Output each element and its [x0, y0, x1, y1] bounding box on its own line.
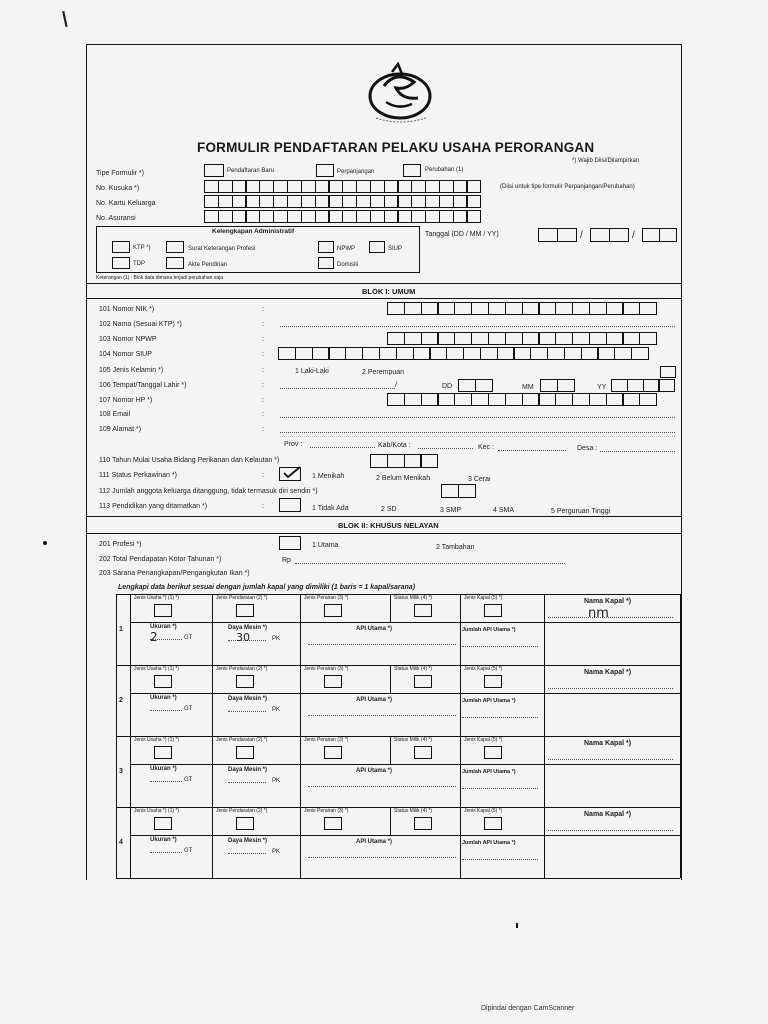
marital-option-2: 2 Belum Menikah	[376, 475, 431, 482]
table-col-divider	[390, 594, 391, 622]
tipe-perpanjangan-checkbox[interactable]	[316, 164, 334, 177]
anggota-keluarga-cells[interactable]	[441, 484, 475, 498]
marital-option-3: 3 Cerai	[468, 476, 491, 483]
corner-handwritten-mark: I	[59, 7, 72, 34]
col-header-jenis-pendaratan: Jenis Pendaratan (2) *)	[216, 808, 268, 814]
edu-option-4: 4 SMA	[493, 507, 515, 514]
r101-colon: :	[262, 306, 264, 313]
table-col-divider	[544, 594, 545, 622]
yy-label: YY	[597, 384, 607, 391]
api-utama-field[interactable]	[308, 786, 456, 787]
tipe-perubahan-label: Perubahan (1)	[425, 167, 464, 173]
table-lower-divider	[300, 693, 301, 736]
kusuka-note: (Diisi untuk tipe formulir Perpanjangan/Perubahan)	[500, 184, 635, 190]
r113-label: 113 Pendidikan yang ditamatkan *)	[99, 503, 208, 510]
gt-unit: GT	[184, 635, 193, 641]
domisili-checkbox[interactable]	[318, 257, 334, 269]
r201-label: 201 Profesi *)	[99, 541, 142, 548]
kec-field[interactable]	[498, 450, 566, 451]
r108-colon: :	[262, 411, 264, 418]
tipe-formulir-label: Tipe Formulir *)	[96, 170, 144, 177]
api-utama-label: API Utama *)	[356, 839, 393, 845]
daya-mesin-label: Daya Mesin *)	[228, 767, 268, 773]
pk-unit: PK	[272, 707, 281, 713]
tempat-lahir-field[interactable]	[280, 388, 395, 389]
r107-colon: :	[262, 397, 264, 404]
table-col-divider	[544, 736, 545, 764]
daya-handwritten: 30	[236, 631, 250, 644]
col-header-jenis-kapal: Jenis Kapal (5) *)	[464, 737, 503, 743]
table-row-number: 3	[119, 768, 123, 775]
table-lower-divider	[300, 764, 301, 807]
tanggal-dd-cells[interactable]	[538, 228, 576, 242]
r110-label: 110 Tahun Mulai Usaha Bidang Perikanan dan Kelautan *)	[99, 457, 280, 464]
table-col-divider	[544, 665, 545, 693]
table-lower-divider	[300, 835, 301, 878]
camscanner-footer: Dipindai dengan CamScanner	[481, 1005, 575, 1012]
tipe-perpanjangan-label: Perpanjangan	[337, 169, 375, 175]
required-note: *) Wajib Diisi/Dilampirkan	[572, 158, 640, 164]
nama-kapal-field[interactable]	[548, 830, 673, 831]
alamat-field-1[interactable]	[280, 432, 675, 433]
edu-option-5: 5 Perguruan Tinggi	[551, 508, 611, 515]
table-right-border	[680, 594, 681, 878]
col-header-jenis-usaha: Jenis Usaha *) (1) *)	[134, 595, 180, 601]
r112-label: 112 Jumlah anggota keluarga ditanggung, tidak termasuk diri sendiri *)	[99, 488, 318, 495]
page-left-border	[86, 44, 87, 880]
api-utama-field[interactable]	[308, 857, 456, 858]
nama-kapal-field[interactable]	[548, 688, 673, 689]
no-kusuka-label: No. Kusuka *)	[96, 185, 140, 192]
blok2-bottom-line	[86, 533, 682, 534]
table-col-divider	[300, 736, 301, 764]
api-utama-label: API Utama *)	[356, 626, 393, 632]
col-jenis-perairan-checkbox[interactable]	[324, 746, 342, 759]
daya-mesin-field[interactable]	[228, 782, 266, 783]
col-jenis-usaha-checkbox[interactable]	[154, 746, 172, 759]
no-asuransi-cells[interactable]	[204, 210, 480, 223]
kelengkapan-title: Kelengkapan Administratif	[212, 228, 295, 235]
jumlah-api-label: Jumlah API Utama *)	[462, 698, 516, 704]
col-header-jenis-perairan: Jenis Perairan (3) *)	[304, 808, 349, 814]
ukuran-field[interactable]	[150, 852, 182, 853]
tanggal-label: Tanggal (DD / MM / YY)	[425, 231, 499, 238]
r104-label: 104 Nomor SIUP	[99, 351, 152, 358]
ukuran-label: Ukuran *)	[150, 766, 177, 772]
col-header-nama-kapal: Nama Kapal *)	[584, 598, 632, 605]
table-lower-divider	[544, 835, 545, 878]
gt-unit: GT	[184, 777, 193, 783]
akte-label: Akte Pendirian	[188, 262, 228, 268]
blok1-top-line	[86, 283, 682, 284]
col-header-nama-kapal: Nama Kapal *)	[584, 811, 632, 818]
tipe-baru-checkbox[interactable]	[204, 164, 224, 177]
jumlah-api-field[interactable]	[462, 646, 538, 647]
tipe-baru-label: Pendaftaran Baru	[227, 168, 275, 174]
tdp-label: TDP	[133, 261, 145, 267]
table-col-divider	[390, 807, 391, 835]
jumlah-api-label: Jumlah API Utama *)	[462, 840, 516, 846]
dd-label: DD	[442, 383, 453, 390]
table-col-divider	[460, 665, 461, 693]
vessel-instruction: Lengkapi data berikut sesuai dengan jumlah kapal yang dimiliki (1 baris = 1 kapal/sarana)	[118, 584, 416, 591]
kab-label: Kab/Kota :	[378, 442, 411, 449]
col-header-jenis-usaha: Jenis Usaha *) (1) *)	[134, 737, 180, 743]
tdp-checkbox[interactable]	[112, 257, 130, 269]
col-status-milik-checkbox[interactable]	[414, 604, 432, 617]
ukuran-field[interactable]	[150, 710, 182, 711]
table-col-divider	[212, 594, 213, 622]
table-col-divider	[300, 594, 301, 622]
col-jenis-pendaratan-checkbox[interactable]	[236, 817, 254, 830]
skp-checkbox[interactable]	[166, 241, 184, 253]
siup-cells[interactable]	[278, 347, 648, 360]
prov-field[interactable]	[310, 447, 375, 448]
npwp-cells[interactable]	[387, 332, 656, 345]
col-status-milik-checkbox[interactable]	[414, 746, 432, 759]
page-top-border	[86, 44, 682, 45]
no-kk-label: No. Kartu Keluarga	[96, 200, 156, 207]
r111-colon: :	[262, 472, 264, 479]
table-row-number: 2	[119, 697, 123, 704]
col-jenis-perairan-checkbox[interactable]	[324, 817, 342, 830]
r106-label: 106 Tempat/Tanggal Lahir *)	[99, 382, 187, 389]
r103-label: 103 Nomor NPWP	[99, 336, 157, 343]
lahir-yy-cells[interactable]	[611, 379, 674, 392]
daya-mesin-label: Daya Mesin *)	[228, 696, 268, 702]
col-jenis-kapal-checkbox[interactable]	[484, 604, 502, 617]
edu-option-2: 2 SD	[381, 506, 397, 513]
table-col-divider	[300, 807, 301, 835]
kec-label: Kec :	[478, 444, 494, 451]
table-col-divider	[460, 807, 461, 835]
email-field[interactable]	[280, 417, 675, 418]
desa-label: Desa :	[577, 445, 598, 452]
table-col-divider	[300, 665, 301, 693]
no-asuransi-label: No. Asuransi	[96, 215, 136, 222]
api-utama-label: API Utama *)	[356, 697, 393, 703]
col-jenis-kapal-checkbox[interactable]	[484, 817, 502, 830]
profesi-option-2: 2 Tambahan	[436, 544, 475, 551]
col-header-jenis-kapal: Jenis Kapal (5) *)	[464, 595, 503, 601]
tipe-perubahan-checkbox[interactable]	[403, 164, 421, 177]
vessel-table	[116, 594, 680, 878]
pk-unit: PK	[272, 636, 281, 642]
prov-label: Prov :	[284, 441, 303, 448]
col-jenis-kapal-checkbox[interactable]	[484, 675, 502, 688]
blok1-title: BLOK I: UMUM	[362, 287, 416, 296]
col-header-jenis-pendaratan: Jenis Pendaratan (2) *)	[216, 666, 268, 672]
edu-option-3: 3 SMP	[440, 507, 462, 514]
r102-label: 102 Nama (Sesuai KTP) *)	[99, 321, 182, 328]
r109-label: 109 Alamat *)	[99, 426, 142, 433]
r203-label: 203 Sarana Penangkapan/Pengangkutan Ikan *)	[99, 570, 250, 577]
profesi-option-1: 1 Utama	[312, 542, 339, 549]
col-jenis-perairan-checkbox[interactable]	[324, 604, 342, 617]
table-col-divider	[390, 665, 391, 693]
table-col-divider	[460, 594, 461, 622]
no-kusuka-cells[interactable]	[204, 180, 480, 193]
table-col-divider	[460, 736, 461, 764]
r106-slash: /	[395, 382, 397, 389]
daya-mesin-field[interactable]	[228, 853, 266, 854]
jumlah-api-field[interactable]	[462, 859, 538, 860]
r107-label: 107 Nomor HP *)	[99, 397, 153, 404]
skp-label: Surat Keterangan Profesi	[188, 246, 256, 252]
nama-kapal-field[interactable]	[548, 617, 673, 618]
gt-unit: GT	[184, 706, 193, 712]
table-lower-divider	[460, 835, 461, 878]
gender-checkbox[interactable]	[660, 366, 676, 378]
table-col-divider	[212, 807, 213, 835]
table-bottom-line	[116, 878, 680, 879]
alamat-field-2[interactable]	[280, 436, 675, 437]
blok1-bottom-line	[86, 298, 682, 299]
col-header-jenis-kapal: Jenis Kapal (5) *)	[464, 808, 503, 814]
pk-unit: PK	[272, 778, 281, 784]
col-header-jenis-perairan: Jenis Perairan (3) *)	[304, 666, 349, 672]
pk-unit: PK	[272, 849, 281, 855]
col-header-jenis-perairan: Jenis Perairan (3) *)	[304, 595, 349, 601]
api-utama-field[interactable]	[308, 715, 456, 716]
scan-speck	[43, 541, 47, 545]
edu-option-1: 1 Tidak Ada	[312, 505, 349, 512]
blok2-title: BLOK II: KHUSUS NELAYAN	[338, 521, 439, 530]
r104-colon: :	[262, 351, 264, 358]
lahir-dd-cells[interactable]	[458, 379, 492, 392]
jumlah-api-field[interactable]	[462, 717, 538, 718]
ukuran-label: Ukuran *)	[150, 624, 177, 630]
daya-mesin-label: Daya Mesin *)	[228, 625, 268, 631]
col-header-jenis-pendaratan: Jenis Pendaratan (2) *)	[216, 595, 268, 601]
api-utama-field[interactable]	[308, 644, 456, 645]
scan-speck	[516, 923, 518, 928]
ukuran-field[interactable]	[150, 781, 182, 782]
siup-label: SIUP	[388, 246, 403, 252]
table-col-divider	[212, 736, 213, 764]
r102-colon: :	[262, 321, 264, 328]
table-col-divider	[212, 665, 213, 693]
table-lower-divider	[460, 764, 461, 807]
ukuran-label: Ukuran *)	[150, 837, 177, 843]
col-status-milik-checkbox[interactable]	[414, 817, 432, 830]
table-lower-divider	[460, 693, 461, 736]
akte-checkbox[interactable]	[166, 257, 184, 269]
col-header-status-milik: Status Milik (4) *)	[394, 737, 433, 743]
mm-label: MM	[522, 384, 534, 391]
gender-option-1: 1 Laki-Laki	[295, 368, 329, 375]
table-lower-divider	[212, 693, 213, 736]
col-header-jenis-kapal: Jenis Kapal (5) *)	[464, 666, 503, 672]
pendapatan-field[interactable]	[295, 563, 565, 564]
api-utama-label: API Utama *)	[356, 768, 393, 774]
blok2-top-line	[86, 516, 682, 517]
kab-field[interactable]	[418, 448, 473, 449]
rp-label: Rp	[282, 557, 291, 564]
r105-colon: :	[262, 367, 264, 374]
ktp-checkbox[interactable]	[112, 241, 130, 253]
profesi-checkbox[interactable]	[279, 536, 301, 550]
nama-field[interactable]	[280, 326, 675, 327]
table-lower-divider	[300, 622, 301, 665]
table-lower-divider	[544, 764, 545, 807]
col-jenis-usaha-checkbox[interactable]	[154, 604, 172, 617]
marital-check-icon	[280, 465, 302, 481]
r113-colon: :	[262, 503, 264, 510]
npwp-checkbox[interactable]	[318, 241, 334, 253]
r108-label: 108 Email	[99, 411, 131, 418]
col-header-jenis-usaha: Jenis Usaha *) (1) *)	[134, 666, 180, 672]
table-lower-divider	[544, 622, 545, 665]
col-jenis-kapal-checkbox[interactable]	[484, 746, 502, 759]
col-header-status-milik: Status Milik (4) *)	[394, 595, 433, 601]
gender-option-2: 2 Perempuan	[362, 369, 405, 376]
ukuran-handwritten: 2	[150, 630, 158, 644]
siup-checkbox[interactable]	[369, 241, 385, 253]
col-jenis-perairan-checkbox[interactable]	[324, 675, 342, 688]
table-lower-divider	[544, 693, 545, 736]
table-row-number: 4	[119, 839, 123, 846]
col-header-jenis-usaha: Jenis Usaha *) (1) *)	[134, 808, 180, 814]
table-lower-divider	[460, 622, 461, 665]
jumlah-api-label: Jumlah API Utama *)	[462, 627, 516, 633]
r111-label: 111 Status Perkawinan *)	[99, 472, 177, 479]
col-jenis-pendaratan-checkbox[interactable]	[236, 675, 254, 688]
keterangan-note: Keterangan (1) : Blok data dimana terjadi perubahan saja	[96, 275, 224, 281]
marital-option-1: 1 Menikah	[312, 473, 345, 480]
nama-kapal-handwritten: nm	[588, 606, 609, 621]
tanggal-slash-2: /	[632, 230, 635, 241]
tahun-usaha-cells[interactable]	[370, 454, 437, 468]
r109-colon: :	[262, 426, 264, 433]
table-lower-divider	[212, 764, 213, 807]
jumlah-api-label: Jumlah API Utama *)	[462, 769, 516, 775]
nama-kapal-field[interactable]	[548, 759, 673, 760]
tanggal-mm-cells[interactable]	[590, 228, 628, 242]
daya-mesin-label: Daya Mesin *)	[228, 838, 268, 844]
col-header-status-milik: Status Milik (4) *)	[394, 666, 433, 672]
col-header-nama-kapal: Nama Kapal *)	[584, 740, 632, 747]
npwp-label: NPWP	[337, 246, 355, 252]
r105-label: 105 Jenis Kelamin *)	[99, 367, 164, 374]
table-lower-divider	[212, 622, 213, 665]
ministry-logo-icon	[362, 62, 442, 132]
col-header-nama-kapal: Nama Kapal *)	[584, 669, 632, 676]
col-jenis-usaha-checkbox[interactable]	[154, 675, 172, 688]
daya-mesin-field[interactable]	[228, 711, 266, 712]
col-jenis-pendaratan-checkbox[interactable]	[236, 746, 254, 759]
col-status-milik-checkbox[interactable]	[414, 675, 432, 688]
col-header-jenis-perairan: Jenis Perairan (3) *)	[304, 737, 349, 743]
pendidikan-checkbox[interactable]	[279, 498, 301, 512]
page-right-border	[681, 44, 682, 880]
lahir-mm-cells[interactable]	[540, 379, 574, 392]
table-col-divider	[544, 807, 545, 835]
table-col-divider	[390, 736, 391, 764]
tanggal-yy-cells[interactable]	[642, 228, 676, 242]
ktp-label: KTP *)	[133, 245, 151, 251]
col-jenis-pendaratan-checkbox[interactable]	[236, 604, 254, 617]
col-header-jenis-pendaratan: Jenis Pendaratan (2) *)	[216, 737, 268, 743]
r101-label: 101 Nomor NIK *)	[99, 306, 155, 313]
gt-unit: GT	[184, 848, 193, 854]
tanggal-slash-1: /	[580, 230, 583, 241]
col-header-status-milik: Status Milik (4) *)	[394, 808, 433, 814]
table-lower-divider	[212, 835, 213, 878]
hp-cells[interactable]	[387, 393, 656, 406]
jumlah-api-field[interactable]	[462, 788, 538, 789]
no-kk-cells[interactable]	[204, 195, 480, 208]
table-row-number: 1	[119, 626, 123, 633]
r106-colon: :	[262, 382, 264, 389]
desa-field[interactable]	[600, 451, 675, 452]
nik-cells[interactable]	[387, 302, 656, 315]
ukuran-label: Ukuran *)	[150, 695, 177, 701]
domisili-label: Domisili	[337, 262, 358, 268]
r103-colon: :	[262, 336, 264, 343]
col-jenis-usaha-checkbox[interactable]	[154, 817, 172, 830]
form-title: FORMULIR PENDAFTARAN PELAKU USAHA PERORANGAN	[197, 140, 595, 155]
r202-label: 202 Total Pendapatan Kotor Tahunan *)	[99, 556, 222, 563]
